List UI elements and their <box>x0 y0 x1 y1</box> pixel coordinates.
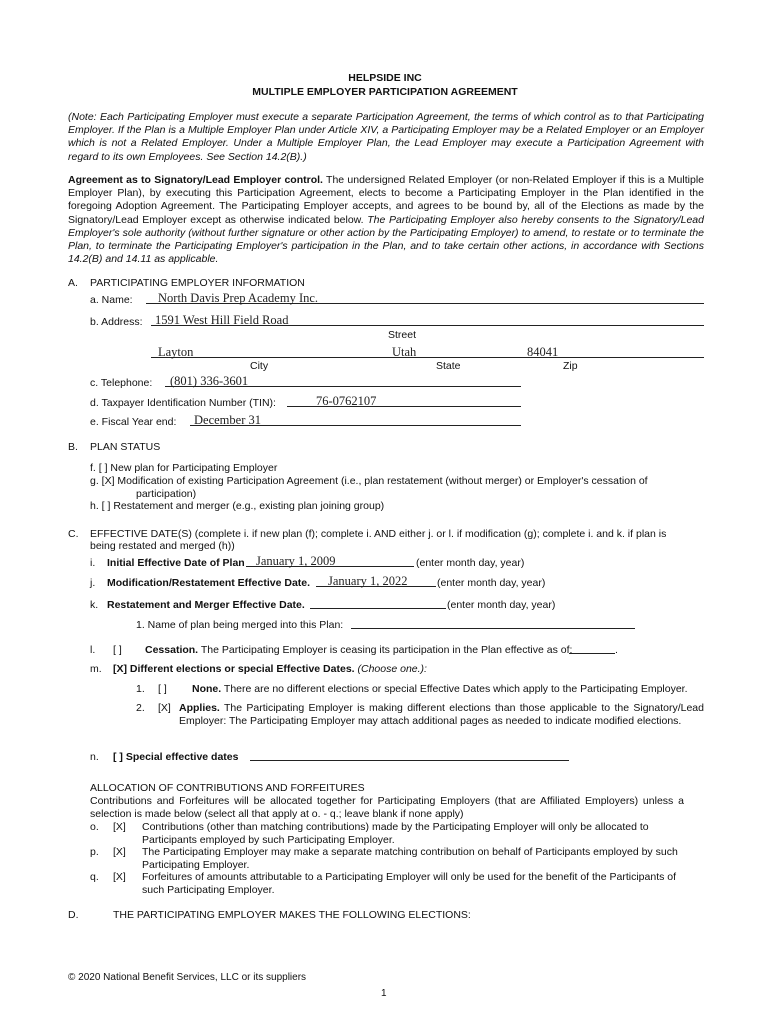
p-num: p. <box>90 846 99 858</box>
state-value: Utah <box>392 345 417 359</box>
item-m-num: m. <box>90 663 102 675</box>
item-n-num: n. <box>90 751 99 763</box>
modification-date-label: Modification/Restatement Effective Date. <box>107 577 311 589</box>
page-number: 1 <box>381 988 387 999</box>
cessation-date-line[interactable] <box>569 653 615 654</box>
o-text: Contributions (other than matching contributions) made by the Participating Employer will only be allocated to Participants employed by such Participating Employer. <box>142 821 649 846</box>
fiscal-year-value: December 31 <box>194 413 261 427</box>
merged-plan-name-label: 1. Name of plan being merged into this Plan: <box>136 619 344 631</box>
telephone-value: (801) 336-3601 <box>170 374 249 388</box>
m2-checkbox[interactable]: [X] <box>158 702 171 714</box>
state-caption: State <box>436 360 461 372</box>
cessation-period: . <box>615 644 618 656</box>
document-title: HELPSIDE INC <box>348 72 422 84</box>
special-effective-dates-line[interactable] <box>250 760 569 761</box>
section-b-title: PLAN STATUS <box>90 441 161 453</box>
footer-copyright: © 2020 National Benefit Services, LLC or its suppliers <box>68 972 307 983</box>
allocation-title: ALLOCATION OF CONTRIBUTIONS AND FORFEITURES <box>90 782 365 794</box>
restatement-merger-date-label: Restatement and Merger Effective Date. <box>107 599 305 611</box>
q-checkbox[interactable]: [X] <box>113 871 126 883</box>
p-checkbox[interactable]: [X] <box>113 846 126 858</box>
different-elections-choose: (Choose one.): <box>354 663 427 675</box>
address-value: 1591 West Hill Field Road <box>155 313 289 327</box>
m1-text <box>192 683 704 695</box>
restatement-merger-date-line[interactable] <box>310 608 446 609</box>
tin-value: 76-0762107 <box>316 394 377 408</box>
plan-status-f[interactable]: f. [ ] New plan for Participating Employer <box>90 462 278 474</box>
o-num: o. <box>90 821 99 833</box>
initial-effective-date-value: January 1, 2009 <box>256 554 336 568</box>
section-b-letter: B. <box>68 441 78 453</box>
m2-label: Applies. <box>179 702 220 714</box>
different-elections-label[interactable]: [X] Different elections or special Effective Dates. <box>113 663 355 675</box>
telephone-label: c. Telephone: <box>90 377 153 389</box>
special-effective-dates-label[interactable]: [ ] Special effective dates <box>113 751 239 763</box>
plan-status-h[interactable]: h. [ ] Restatement and merger (e.g., existing plan joining group) <box>90 500 385 512</box>
cessation-text <box>145 644 572 656</box>
city-caption: City <box>250 360 269 372</box>
section-a-title: PARTICIPATING EMPLOYER INFORMATION <box>90 277 305 289</box>
item-k-num: k. <box>90 599 99 611</box>
p-text: The Participating Employer may make a separate matching contribution on behalf of Participants employed by such Participating Employer. <box>142 846 678 871</box>
city-state-zip-line[interactable] <box>151 357 704 358</box>
section-d-letter: D. <box>68 909 79 921</box>
street-caption: Street <box>388 329 417 341</box>
agreement-consent-text: The Participating Employer also hereby consents to the Signatory/Lead Employer's sole authority (without further signature or other action by the Participating Employer) to amend, to restate or to terminate the Plan, to terminate the Participating Employer's participation in the Plan, and to take certain other actions, in accordance with Sections 14.2(B) and 14.11 as applicable. <box>68 213 704 266</box>
note-paragraph: (Note: Each Participating Employer must execute a separate Participation Agreement, the terms of which control as to that Participating Employer. If the Plan is a Multiple Employer Plan under Article XIV, a Participating Employer may be a Related Employer or an Employer which is not a Related Employer. Under a Multiple Employer Plan, the Lead Employer may execute a Participation Agreement with regard to its own Employees. See Section 14.2(B).) <box>68 111 704 163</box>
section-c-intro-cont: being restated and merged (h)) <box>90 540 235 552</box>
q-text: Forfeitures of amounts attributable to a Participating Employer will only be used for the benefit of the Participants of such Participating Employer. <box>142 871 677 896</box>
initial-effective-date-label: Initial Effective Date of Plan <box>107 557 245 569</box>
agreement-paragraph <box>68 174 704 266</box>
cessation-label: Cessation. <box>145 644 199 656</box>
m1-num: 1. <box>136 683 145 695</box>
address-label: b. Address: <box>90 316 143 328</box>
cessation-description: The Participating Employer is ceasing its participation in the Plan effective as of: <box>198 644 573 656</box>
zip-caption: Zip <box>563 360 578 372</box>
document-subtitle: MULTIPLE EMPLOYER PARTICIPATION AGREEMENT <box>252 86 518 98</box>
tin-label: d. Taxpayer Identification Number (TIN): <box>90 397 276 409</box>
plan-status-g-cont: participation) <box>136 488 197 500</box>
item-j-num: j. <box>90 577 96 589</box>
restatement-merger-date-hint: (enter month day, year) <box>447 599 556 611</box>
modification-date-value: January 1, 2022 <box>328 574 408 588</box>
initial-effective-date-hint: (enter month day, year) <box>416 557 525 569</box>
m2-num: 2. <box>136 702 145 714</box>
m1-label: None. <box>192 683 222 695</box>
m2-text <box>179 702 704 727</box>
section-c-intro: EFFECTIVE DATE(S) (complete i. if new plan (f); complete i. AND either j. or l. if modification (g); complete i. and k. if plan is <box>90 528 667 540</box>
city-value: Layton <box>158 345 194 359</box>
item-l-num: l. <box>90 644 96 656</box>
m1-checkbox[interactable]: [ ] <box>158 683 167 695</box>
fiscal-year-label: e. Fiscal Year end: <box>90 416 177 428</box>
m1-description: There are no different elections or special Effective Dates which apply to the Participating Employer. <box>221 683 688 695</box>
section-a-letter: A. <box>68 277 78 289</box>
q-num: q. <box>90 871 99 883</box>
allocation-intro: Contributions and Forfeitures will be allocated together for Participating Employers (that are Affiliated Employers) unless a selection is made below (select all that apply at o. - q.; leave blank if none apply) <box>90 795 684 820</box>
section-d-title: THE PARTICIPATING EMPLOYER MAKES THE FOLLOWING ELECTIONS: <box>113 909 471 921</box>
m2-description: The Participating Employer is making different elections than those applicable to the Signatory/Lead Employer: The Participating Employer may attach additional pages as needed to indicate modified elections. <box>179 702 704 727</box>
agreement-text: The undersigned Related Employer (or non-Related Employer if this is a Multiple Employer Plan), by executing this Participation Agreement, elects to become a Participating Employer in the Plan identified in the foregoing Adoption Agreement. The Participating Employer accepts, and agrees to be bound by, all of the Elections as made by the Signatory/Lead Employer except as otherwise indicated below. <box>68 174 704 226</box>
section-c-letter: C. <box>68 528 79 540</box>
cessation-checkbox[interactable]: [ ] <box>113 644 122 656</box>
different-elections-text <box>113 663 427 675</box>
zip-value: 84041 <box>527 345 559 359</box>
agreement-heading: Agreement as to Signatory/Lead Employer control. <box>68 174 323 186</box>
plan-status-g[interactable]: g. [X] Modification of existing Participation Agreement (i.e., plan restatement (without merger) or Employer's cessation of <box>90 475 648 487</box>
o-checkbox[interactable]: [X] <box>113 821 126 833</box>
item-i-num: i. <box>90 557 96 569</box>
modification-date-hint: (enter month day, year) <box>437 577 546 589</box>
name-value: North Davis Prep Academy Inc. <box>158 291 319 305</box>
merged-plan-name-line[interactable] <box>351 628 635 629</box>
name-label: a. Name: <box>90 294 133 306</box>
